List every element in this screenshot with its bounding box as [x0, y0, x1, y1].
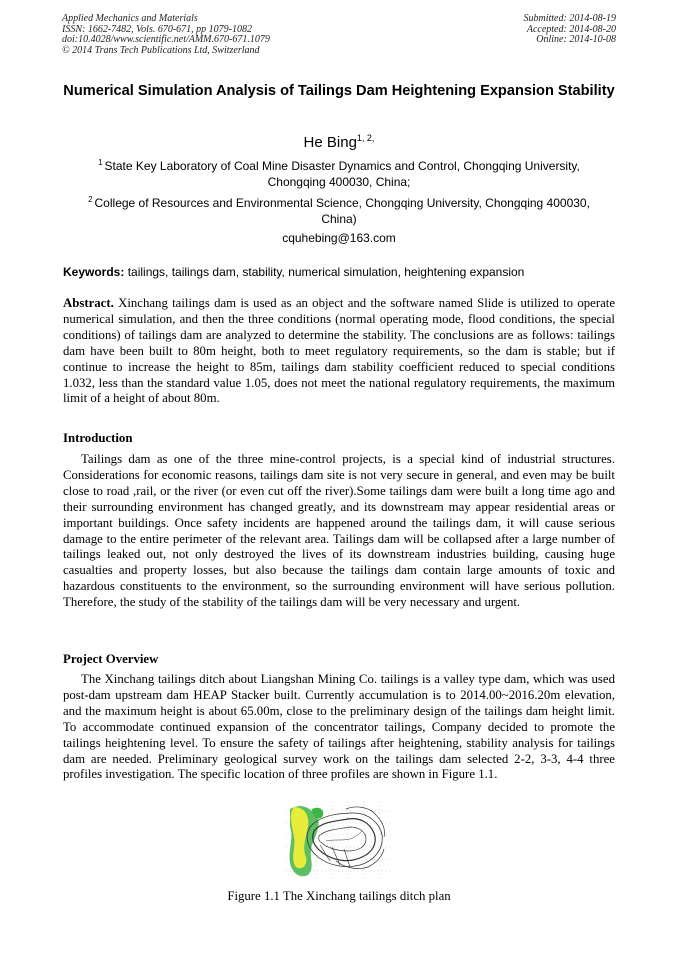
abstract [63, 296, 615, 407]
paper-title: Numerical Simulation Analysis of Tailings Dam Heightening Expansion Stability [63, 83, 615, 99]
figure-caption: Figure 1.1 The Xinchang tailings ditch plan [227, 889, 451, 903]
keywords [63, 264, 617, 280]
affiliation-1 [72, 155, 606, 190]
affiliation-2-text: College of Resources and Environmental Science, Chongqing University, Chongqing 400030, China) [94, 196, 590, 226]
journal-info [62, 14, 270, 56]
introduction-heading: Introduction [63, 431, 133, 445]
affiliation-2 [72, 192, 606, 227]
doi-line[interactable]: doi:10.4028/www.scientific.net/AMM.670-671.1079 [62, 34, 270, 45]
project-overview-paragraph: The Xinchang tailings ditch about Liangshan Mining Co. tailings is a valley type dam, which was used post-dam upstream dam HEAP Stacker built. Currently accumulation is to 2014.00~2016.20m elevation, and the maximum height is about 65.00m, close to the preliminary design of the tailings dam height limit. To accommodate continued expansion of the concentrator tailings, Company decided to promote the tailings heightening level. To ensure the safety of tailings after heightening, stability analysis for tailings dam are needed. Preliminary geological survey work on the tailings dam selected 2-2, 3-3, 4-4 three profiles investigation. The specific location of three profiles are shown in Figure 1.1. [63, 672, 615, 782]
affiliation-1-mark: 1 [98, 158, 103, 167]
abstract-label: Abstract. [63, 296, 114, 310]
publication-dates [524, 14, 617, 46]
author-affiliation-marks: 1, 2, [356, 133, 375, 143]
online-date: Online: 2014-10-08 [536, 34, 616, 45]
keywords-text: tailings, tailings dam, stability, numerical simulation, heightening expansion [124, 265, 525, 279]
affiliation-2-mark: 2 [88, 195, 93, 204]
submitted-date: Submitted: 2014-08-19 [523, 13, 616, 24]
journal-name: Applied Mechanics and Materials [62, 13, 198, 24]
keywords-label: Keywords: [63, 265, 125, 279]
accepted-date: Accepted: 2014-08-20 [526, 23, 616, 35]
introduction-paragraph: Tailings dam as one of the three mine-control projects, is a special kind of industrial structures. Considerations for economic reasons, tailings dam site is not very secure in general, and even may be built close to road ,rail, or the river (or even cut off the river).Some tailings dam were built a long time ago and their surrounding environment has changed greatly, and its downstream may appear residential areas or important buildings. Once safety incidents are happened around the tailings dam, it will cause serious damage to the entire perimeter of the relevant area. Tailings dam will be collapsed after a large number of tailings leaked out, not only destroyed the lives of its downstream industries building, causing huge casualties and property losses, but also because the tailings dam contain large amounts of toxic and hazardous constituents to the environment, so the surrounding environment will have serious pollution. Therefore, the study of the stability of the tailings dam will be very necessary and urgent. [63, 452, 615, 610]
project-overview-heading: Project Overview [63, 652, 159, 666]
author-name: He Bing [303, 134, 357, 151]
issn-line: ISSN: 1662-7482, Vols. 670-671, pp 1079-1082 [62, 23, 252, 35]
abstract-text: Xinchang tailings dam is used as an object and the software named Slide is utilized to operate numerical simulation, and then the three conditions (normal operating mode, flood conditions, the special conditions) of tailings dam are analyzed to determine the stability. The conclusions are as follows: tailings dam have been built to 80m height, both to meet regulatory requirements, so the dam is stable; but if continue to increase the height to 85m, tailings dam stability coefficient reduced to special conditions 1.032, less than the standard value 1.05, does not meet the national regulatory requirements, the maximum limit of a height of about 80m. [63, 296, 615, 406]
affiliation-1-text: State Key Laboratory of Coal Mine Disaster Dynamics and Control, Chongqing University, Chongqing 400030, China; [104, 159, 580, 189]
tailings-ditch-plan-figure [286, 801, 394, 881]
copyright-line: © 2014 Trans Tech Publications Ltd, Switzerland [62, 44, 260, 56]
author-email[interactable]: cquhebing@163.com [282, 231, 396, 245]
author [62, 129, 616, 152]
